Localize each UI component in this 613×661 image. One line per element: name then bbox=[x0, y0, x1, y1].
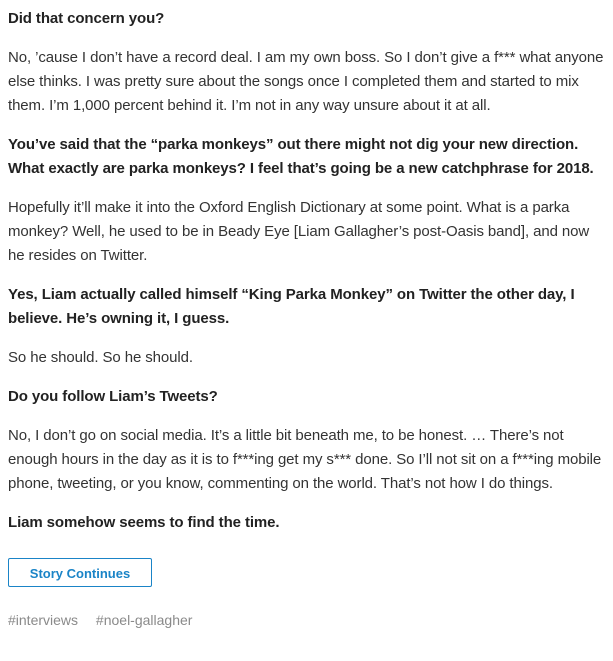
interview-answer: So he should. So he should. bbox=[8, 349, 193, 366]
interview-answer: Hopefully it’ll make it into the Oxford English Dictionary at some point. What is a parka monkey? Well, he used to be in Beady Eye [Liam Gallagher’s post-Oasis band], and now he resides on Twitter. bbox=[8, 199, 590, 264]
interview-answer: No, ’cause I don’t have a record deal. I am my own boss. So I don’t give a f*** what anyone else thinks. I was pretty sure about the songs once I completed them and started to mix them. I’m 1,000 percent behind it. I’m not in any way unsure about it at all. bbox=[8, 49, 604, 114]
interview-question: Do you follow Liam’s Tweets? bbox=[8, 388, 218, 405]
interview-question: Yes, Liam actually called himself “King Parka Monkey” on Twitter the other day, I believe. He’s owning it, I guess. bbox=[8, 286, 575, 327]
interview-answer: No, I don’t go on social media. It’s a little bit beneath me, to be honest. … There’s not enough hours in the day as it is to f***ing get my s*** done. So I’ll not sit on a f***ing mobile phone, tweeting, or you know, commenting on the world. That’s not how I do things. bbox=[8, 427, 602, 492]
interview-question: You’ve said that the “parka monkeys” out there might not dig your new direction. What exactly are parka monkeys? I feel that’s going be a new catchphrase for 2018. bbox=[8, 136, 594, 177]
tag-interviews[interactable]: #interviews bbox=[8, 612, 79, 628]
story-continues-button[interactable]: Story Continues bbox=[8, 558, 152, 587]
tag-noel-gallagher[interactable]: #noel-gallagher bbox=[95, 612, 193, 628]
interview-question: Liam somehow seems to find the time. bbox=[8, 514, 280, 531]
interview-question: Did that concern you? bbox=[8, 10, 165, 27]
tag-list bbox=[8, 612, 605, 628]
